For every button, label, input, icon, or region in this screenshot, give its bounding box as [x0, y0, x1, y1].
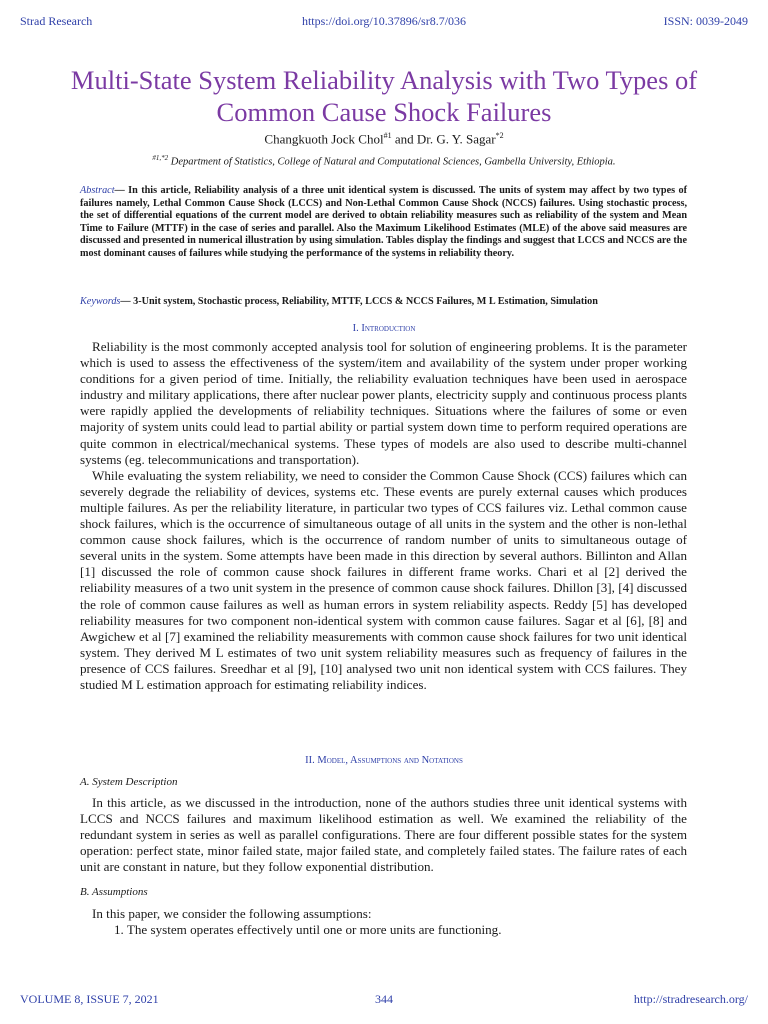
- paragraph: In this article, as we discussed in the introduction, none of the authors studies three unit identical systems with LCCS and NCCS failures and maximum likelihood estimation as well. We examined the reliability of the redundant system in series as well as parallel configurations. There are four different possible states for the system operation: perfect state, minor failed state, major failed state, and completely failed states. The failure rates of each unit are constant in nature, but they follow exponential distribution.: [80, 795, 687, 875]
- list-item: 1. The system operates effectively until one or more units are functioning.: [114, 922, 502, 937]
- volume-issue: VOLUME 8, ISSUE 7, 2021: [20, 992, 159, 1006]
- introduction-body: [80, 339, 687, 693]
- keywords: [80, 296, 687, 307]
- issn: ISSN: 0039-2049: [663, 14, 748, 28]
- assumptions-body: [80, 906, 687, 922]
- abstract: [80, 185, 687, 261]
- keywords-text: — 3-Unit system, Stochastic process, Reliability, MTTF, LCCS & NCCS Failures, M L Estimation, Simulation: [120, 296, 598, 307]
- section-heading-model: II. Model, Assumptions and Notations: [305, 755, 463, 766]
- journal-name: Strad Research: [20, 14, 93, 28]
- paragraph: While evaluating the system reliability, we need to consider the Common Cause Shock (CCS) failures which can severely degrade the reliability of devices, systems etc. These events are purely external causes which produces multiple failures. As per the reliability literature, in particular two types of CCS failures viz. Lethal common cause shock failures, which is the occurrence of simultaneous outage of all units in the system and the other is non-lethal common cause shock failures, which is the occurrence of random number of units to simultaneous outage of several units in the system. Some attempts have been made in this direction by several authors. Billinton and Allan [1] discussed the role of common cause shock failures in different frame works. Chari et al [2] derived the reliability measures of a two unit system in the presence of common cause shock failures. Dhillon [3], [4] discussed the role of common cause failures as well as human errors in system reliability aspects. Reddy [5] has developed reliability measures for two component non-identical system with common cause failures. Sagar et al [6], [8] and Awgichew et al [7] examined the reliability measurements with common cause shock failures for two unit identical system. They derived M L estimates of two unit system reliability measures such as frequency of failures in the presence of CCS failures. Sreedhar et al [9], [10] analysed two unit non identical system with CCS failures. They studied M L estimation approach for estimating reliability indices.: [80, 467, 687, 692]
- author-1: Changkuoth Jock Chol: [264, 131, 384, 147]
- website-link[interactable]: http://stradresearch.org/: [633, 992, 748, 1006]
- section-heading-introduction: I. Introduction: [352, 323, 416, 334]
- authors: [0, 131, 768, 147]
- doi-link[interactable]: https://doi.org/10.37896/sr8.7/036: [301, 14, 467, 28]
- keywords-label: Keywords: [80, 296, 121, 307]
- abstract-label: Abstract: [80, 185, 115, 196]
- author-1-sup: #1: [383, 131, 392, 140]
- page-number: 344: [375, 992, 393, 1006]
- system-description-body: [80, 795, 687, 875]
- affiliation-text: Department of Statistics, College of Natural and Computational Sciences, Gambella University, Ethiopia.: [168, 156, 616, 168]
- affiliation: [0, 154, 768, 168]
- subsection-heading-a: A. System Description: [80, 776, 178, 788]
- paragraph: In this paper, we consider the following assumptions:: [92, 906, 372, 921]
- author-2-sup: *2: [495, 131, 504, 140]
- subsection-heading-b: B. Assumptions: [80, 886, 148, 898]
- paragraph: Reliability is the most commonly accepted analysis tool for solution of engineering problems. It is the parameter which is used to assess the effectiveness of the system/item and availability of the system under proper working conditions for a given period of time. Initially, the reliability evaluation techniques have been used in aerospace industry and military applications, there after nuclear power plants, electricity supply and continuous process plants were rapidly applied the developments of reliability techniques. Situations where the failures of some or even majority of system units could lead to partial ability or partial system down time to perform required operations are quite common in electrical/mechanical systems. These types of models are also used to describe multi-channel systems (eg. telecommunications and transportation).: [80, 339, 687, 467]
- affiliation-sup: #1,*2: [152, 154, 169, 162]
- abstract-text: — In this article, Reliability analysis of a three unit identical system is discussed. The units of system may affect by two types of failures namely, Lethal Common Cause Shock (LCCS) and Non-Lethal Common Cause Shock (NCCS) failures. Using stochastic process, the set of differential equations of the current model are derived to obtain reliability measures such as reliability of the system and Mean Time to Failure (MTTF) in the case of series and parallel. Also the Maximum Likelihood Estimates (MLE) of the above said measures are discussed and presented in numerical illustration by using simulation. Tables display the findings and suggest that LCCS and NCCS are the most dominant causes of failures while studying the performance of the systems in reliability theory.: [80, 185, 687, 259]
- author-2: and Dr. G. Y. Sagar: [391, 131, 496, 147]
- paper-title: Multi-State System Reliability Analysis with Two Types of Common Cause Shock Failures: [70, 65, 698, 127]
